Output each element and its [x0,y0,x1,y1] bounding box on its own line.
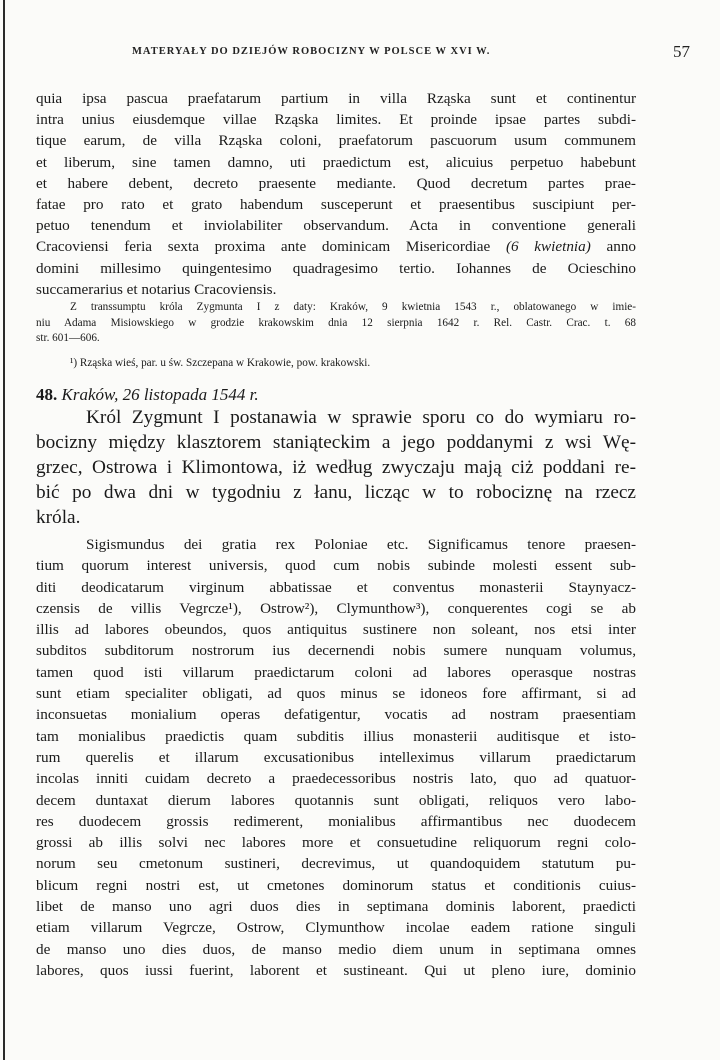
text-line: et habere debent, decreto praesente mediante. Quod decretum partes prae- [36,174,636,192]
document-line: etiam villarum Vegrcze, Ostrow, Clymunthow incolae eadem ratione singuli [36,919,636,937]
document-line: rum querelis et illarum excusationibus intelleximus villarum praedictarum [36,748,636,766]
document-line: de manso uno dies duos, de manso medio diem unum in septimana omnes [36,940,636,958]
summary-line: Król Zygmunt I postanawia w sprawie sporu co do wymiaru ro- [86,407,636,428]
footnote-text: ¹) Rząska wieś, par. u św. Szczepana w Krakowie, pow. krakowski. [70,357,371,369]
document-line: decem duntaxat dierum labores quotannis sunt obligati, reliquos vero labo- [36,791,636,809]
source-note-line: niu Adama Misiowskiego w grodzie krakowskim dnia 12 sierpnia 1642 r. Rel. Castr. Crac. t. 68 [36,316,636,329]
source-note [36,300,636,347]
document-line: tamen quod isti villarum praedictarum coloni ad labores operasque nostras [36,663,636,681]
document-line: norum seu cmetonum sustineri, decrevimus, ut quandoquidem statutum pu- [36,855,636,873]
text-line: quia ipsa pascua praefatarum partium in villa Rząska sunt et continentur [36,90,636,107]
document-line: tium quorum interest universis, quod cum nobis subinde molesti essent sub- [36,557,636,575]
document-line: Sigismundus dei gratia rex Poloniae etc. Significamus tenore praesen- [86,536,636,553]
section-heading [36,385,636,405]
summary-line: króla. [36,507,81,528]
document-line: tam monialibus praedictis quam subditis illius monasterii auditisque et isto- [36,727,636,745]
document-line: res duodecem grossis redimerent, monialibus affirmantibus nec duodecem [36,812,636,830]
document-line: inconsuetas monialium operas defatigentur, vocatis ad nostram praesentiam [36,706,636,724]
source-note-line: Z transsumptu króla Zygmunta I z daty: Kraków, 9 kwietnia 1543 r., oblatowanego w imie- [70,301,636,313]
editorial-date: (6 kwietnia) [505,238,591,256]
document-line: diti deodicatarum virginum abbatissae et conventus monasterii Staynyacz- [36,578,636,596]
text-segment: Cracoviensi feria sexta proxima ante dominicam Misericordiae [36,238,506,256]
document-line: labores, quos iussi fuerint, laborent et sustineant. Qui ut pleno iure, dominio [36,961,636,979]
document-line: blicum regni nostri est, ut cmetones dominorum status et conditionis cuius- [36,876,636,894]
document-line: grossi ab illis solvi nec labores more et consuetudine reliquorum regni colo- [36,834,636,852]
text-line: intra unius eiusdemque villae Rząska limites. Et proinde ipsae partes subdi- [36,111,636,129]
document-line: sunt etiam specialiter obligati, ad quos minus se idoneos fore affirmant, si ad [36,685,636,703]
section-number: 48. [36,385,58,404]
section-place-date: Kraków, 26 listopada 1544 r. [61,385,259,404]
text-line: fatae pro rato et grato habendum susceperunt et praesentibus suscipiunt per- [36,196,636,214]
summary-line: bocizny między klasztorem staniąteckim a jego poddanymi z wsi Wę- [36,432,636,453]
opening-paragraph [36,88,636,300]
text-line: petuo tenendum et inviolabiliter observandum. Acta in conventione generali [36,217,636,235]
page-number: 57 [673,42,690,61]
page-edge-line [3,0,5,1060]
regest-summary [36,405,636,530]
document-line: czensis de villis Vegrcze¹), Ostrow²), Clymunthow³), conquerentes cogi se ab [36,599,636,617]
footnote [70,356,570,372]
summary-line: bić po dwa dni w tygodniu z łanu, licząc w to robociznę na rzecz [36,482,636,503]
page-header [36,42,690,66]
text-segment: anno [590,238,637,256]
text-line: tique earum, de villa Rząska coloni, praefatorum pascuorum usum communem [36,132,636,150]
running-title: MATERYAŁY DO DZIEJÓW ROBOCIZNY W POLSCE W XVI W. [132,46,491,57]
text-line: et liberum, sine tamen damno, uti praedictum est, alicuius perpetuo habebunt [36,153,636,171]
document-line: libet de manso uno agri duos dies in septimana dominis laborent, praedicti [36,898,636,916]
document-text [36,534,636,981]
document-line: incolas inniti cuidam decreto a praedecessoribus nostris lato, quo ad quatuor- [36,770,636,788]
text-line: succamerarius et notarius Cracoviensis. [36,280,277,298]
text-line: domini millesimo quingentesimo quadragesimo tertio. Iohannes de Ocieschino [36,259,636,277]
summary-line: grzec, Ostrowa i Klimontowa, iż według zwyczaju mają ciż poddani re- [36,457,636,478]
document-line: subditos subditorum nostrorum ius decernendi nobis sumere nunquam volumus, [36,642,636,660]
text-line-with-date [36,236,636,257]
document-line: illis ad labores obeundos, quos antiquitus sustinere non soleant, nos etsi inter [36,621,636,639]
source-note-line: str. 601—606. [36,332,100,345]
